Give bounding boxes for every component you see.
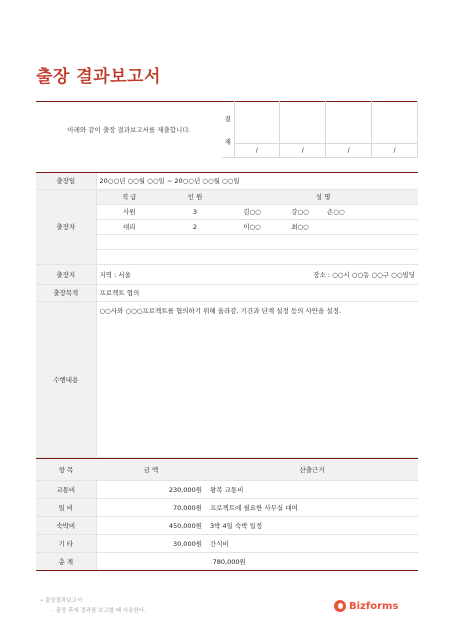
bizforms-logo-icon (334, 600, 346, 612)
content-label: 수행내용 (36, 301, 96, 457)
cost-amount[interactable]: 450,000원 (96, 516, 206, 534)
cost-amount[interactable]: 30,000원 (96, 534, 206, 552)
date-slash: / (372, 144, 418, 158)
cost-amount[interactable]: 70,000원 (96, 498, 206, 516)
traveler-name[interactable]: 손○○ (324, 204, 418, 219)
traveler-rank[interactable]: 대리 (96, 219, 162, 234)
empty-cell[interactable] (96, 249, 162, 264)
traveler-name[interactable]: 최○○ (276, 219, 324, 234)
cost-item: 일 비 (36, 498, 96, 516)
empty-cell[interactable] (162, 234, 228, 249)
cost-amount[interactable]: 230,000원 (96, 480, 206, 498)
purpose-value[interactable]: 프로젝트 협의 (96, 284, 418, 301)
approval-label-top: 결 (224, 114, 231, 123)
signature-cell[interactable] (372, 102, 418, 144)
empty-cell[interactable] (162, 249, 228, 264)
col-basis: 산출근거 (206, 459, 418, 480)
traveler-name[interactable]: 김○○ (228, 204, 276, 219)
cost-basis[interactable]: 3박 4일 숙박 일정 (206, 516, 418, 534)
purpose-label: 출장목적 (36, 284, 96, 301)
date-slash: / (234, 144, 280, 158)
col-names: 성 명 (228, 189, 418, 204)
total-amount[interactable]: 780,000원 (96, 552, 418, 570)
date-label: 출장일 (36, 173, 96, 189)
empty-cell[interactable] (96, 234, 162, 249)
approval-label-bottom: 재 (224, 137, 231, 146)
traveler-count[interactable]: 3 (162, 204, 228, 219)
col-item: 항 목 (36, 459, 96, 480)
traveler-count[interactable]: 2 (162, 219, 228, 234)
cost-table (36, 458, 418, 571)
empty-cell[interactable] (276, 234, 324, 249)
empty-cell[interactable] (228, 234, 276, 249)
signature-cell[interactable] (234, 102, 280, 144)
traveler-rank[interactable]: 사원 (96, 204, 162, 219)
footer-subtitle: - 출장 후에 결과를 보고할 때 사용한다. (52, 608, 146, 614)
date-value[interactable]: 20○○년 ○○월 ○○일 ~ 20○○년 ○○월 ○○일 (96, 173, 418, 189)
bizforms-logo (334, 600, 398, 612)
cost-item: 교통비 (36, 480, 96, 498)
cost-item: 숙박비 (36, 516, 96, 534)
cost-basis[interactable]: 프로젝트에 필요한 사무실 대여 (206, 498, 418, 516)
traveler-name[interactable]: 강○○ (276, 204, 324, 219)
traveler-label: 출장자 (36, 189, 96, 264)
cost-basis[interactable]: 왕복 교통비 (206, 480, 418, 498)
approval-label (222, 102, 234, 158)
empty-cell[interactable] (324, 249, 418, 264)
empty-cell[interactable] (324, 234, 418, 249)
traveler-name[interactable]: 이○○ (228, 219, 276, 234)
col-amount: 금 액 (96, 459, 206, 480)
intro-text: 아래와 같이 출장 결과보고서를 제출합니다. (67, 125, 191, 134)
traveler-name[interactable] (324, 219, 418, 234)
col-count: 인 원 (162, 189, 228, 204)
empty-cell[interactable] (228, 249, 276, 264)
content-value[interactable]: ○○사와 ○○○프로젝트를 협의하기 위해 올라감. 기간과 단계 설정 등의 사안을 설정. (96, 301, 418, 457)
bizforms-logo-text: Bizforms (349, 600, 399, 612)
approval-box (222, 101, 418, 157)
cost-basis[interactable]: 간식비 (206, 534, 418, 552)
trip-details-table (36, 172, 418, 458)
region-value[interactable]: 지역 : 서울 (96, 264, 228, 284)
empty-cell[interactable] (276, 249, 324, 264)
place-value[interactable]: 장소 : ○○시 ○○동 ○○구 ○○빌딩 (228, 264, 418, 284)
footer-title: • 출장결과보고서 (40, 598, 83, 604)
col-rank: 직 급 (96, 189, 162, 204)
signature-cell[interactable] (280, 102, 326, 144)
date-slash: / (280, 144, 326, 158)
date-slash: / (326, 144, 372, 158)
signature-cell[interactable] (326, 102, 372, 144)
total-label: 총 계 (36, 552, 96, 570)
place-label: 출장지 (36, 264, 96, 284)
cost-item: 기 타 (36, 534, 96, 552)
page-title: 출장 결과보고서 (36, 67, 161, 87)
